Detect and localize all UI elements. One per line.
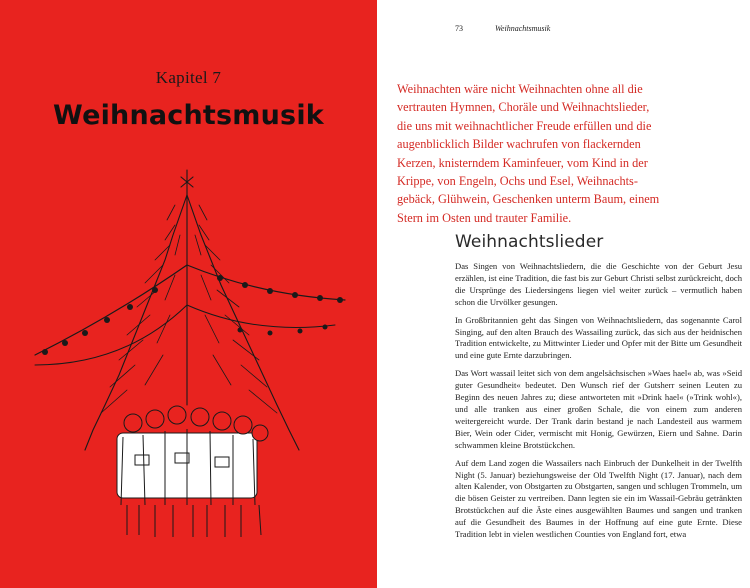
running-head: [455, 24, 550, 33]
chapter-label: Kapitel 7: [155, 68, 222, 87]
intro-line: augenblicklich Bilder wachrufen von flackernden: [397, 137, 641, 152]
body-text: [455, 261, 742, 547]
body-paragraph: In Großbritannien geht das Singen von Weihnachtsliedern, das sogenannte Carol Singing, auf den alten Brauch des Wassailing zurück, das sich aus der heidnischen Tradition entwickelte, zu Mittwinter Lieder und Opfer mit der Bitte um Gesundheit und eine gute Ernte darzubringen.: [455, 314, 742, 361]
body-paragraph: Das Singen von Weihnachtsliedern, die die Geschichte von der Geburt Jesu erzählen, ist eine Tradition, die fast bis zur Geburt Christi selbst zurückreicht, doch die Ursprünge des Liedersingens liegen viel weiter zurück – vermutlich haben schon die Urvölker gesungen.: [455, 261, 742, 307]
chapter-title: Weihnachtsmusik: [53, 100, 324, 131]
body-paragraph: Das Wort wassail leitet sich von dem angelsächsischen »Waes hael« ab, was »Seid guter Gesundheit« bedeutet. Den Wunsch rief der Gutsherr seinen Leuten zu Beginn des neuen Jahres zu; diese antworteten mit »Drink hael« (»Trink wohl«), und alle tranken aus einer großen Schale, die von einem zum anderen weitergereicht wurde. Der Trank darin bestand je nach Landesteil aus warmem Bier, Wein oder Cider, vermischt mit Honig, Gewürzen, Eiern und Sahne. Darin schwammen kleine Brotstückchen.: [455, 368, 742, 450]
running-title: Weihnachtsmusik: [495, 24, 551, 33]
intro-line: Stern im Osten und trauter Familie.: [397, 210, 572, 225]
page-number: 73: [455, 24, 463, 33]
intro-line: Kerzen, knisterndem Kaminfeuer, vom Kind in der: [397, 155, 648, 170]
christmas-tree-illustration: [15, 165, 365, 585]
body-paragraph: Auf dem Land zogen die Wassailers nach Einbruch der Dunkelheit in der Twelfth Night (5. Januar) beziehungsweise der Old Twelfth Night (17. Januar), nach dem alten Kalender, von Obstgarten zu Obstgarten, sangen und schlugen Trommeln, um die bösen Geister zu vertreiben. Dann legten sie ein im Wassail-Gebräu getränkten Brotstückchen auf die Äste eines ausgewählten Baumes und sangen und tranken auf die Gesundheit des Baumes in der Hoffnung auf eine gute Ernte. Diese Tradition lebt in vielen westlichen Counties von England fort, etwa: [455, 457, 742, 540]
intro-line: Weihnachten wäre nicht Weihnachten ohne all die: [397, 82, 643, 96]
intro-line: Krippe, von Engeln, Ochs und Esel, Weihnachts-: [397, 174, 638, 189]
right-page: [377, 0, 750, 588]
intro-line: die uns mit weihnachtlicher Freude erfüllen und die: [397, 118, 652, 133]
section-heading: Weihnachtslieder: [455, 232, 604, 252]
intro-line: gebäck, Glühwein, Geschenken unterm Baum, einem: [397, 192, 660, 207]
intro-paragraph: [397, 80, 717, 227]
intro-line: vertrauten Hymnen, Choräle und Weihnachtslieder,: [397, 100, 650, 115]
